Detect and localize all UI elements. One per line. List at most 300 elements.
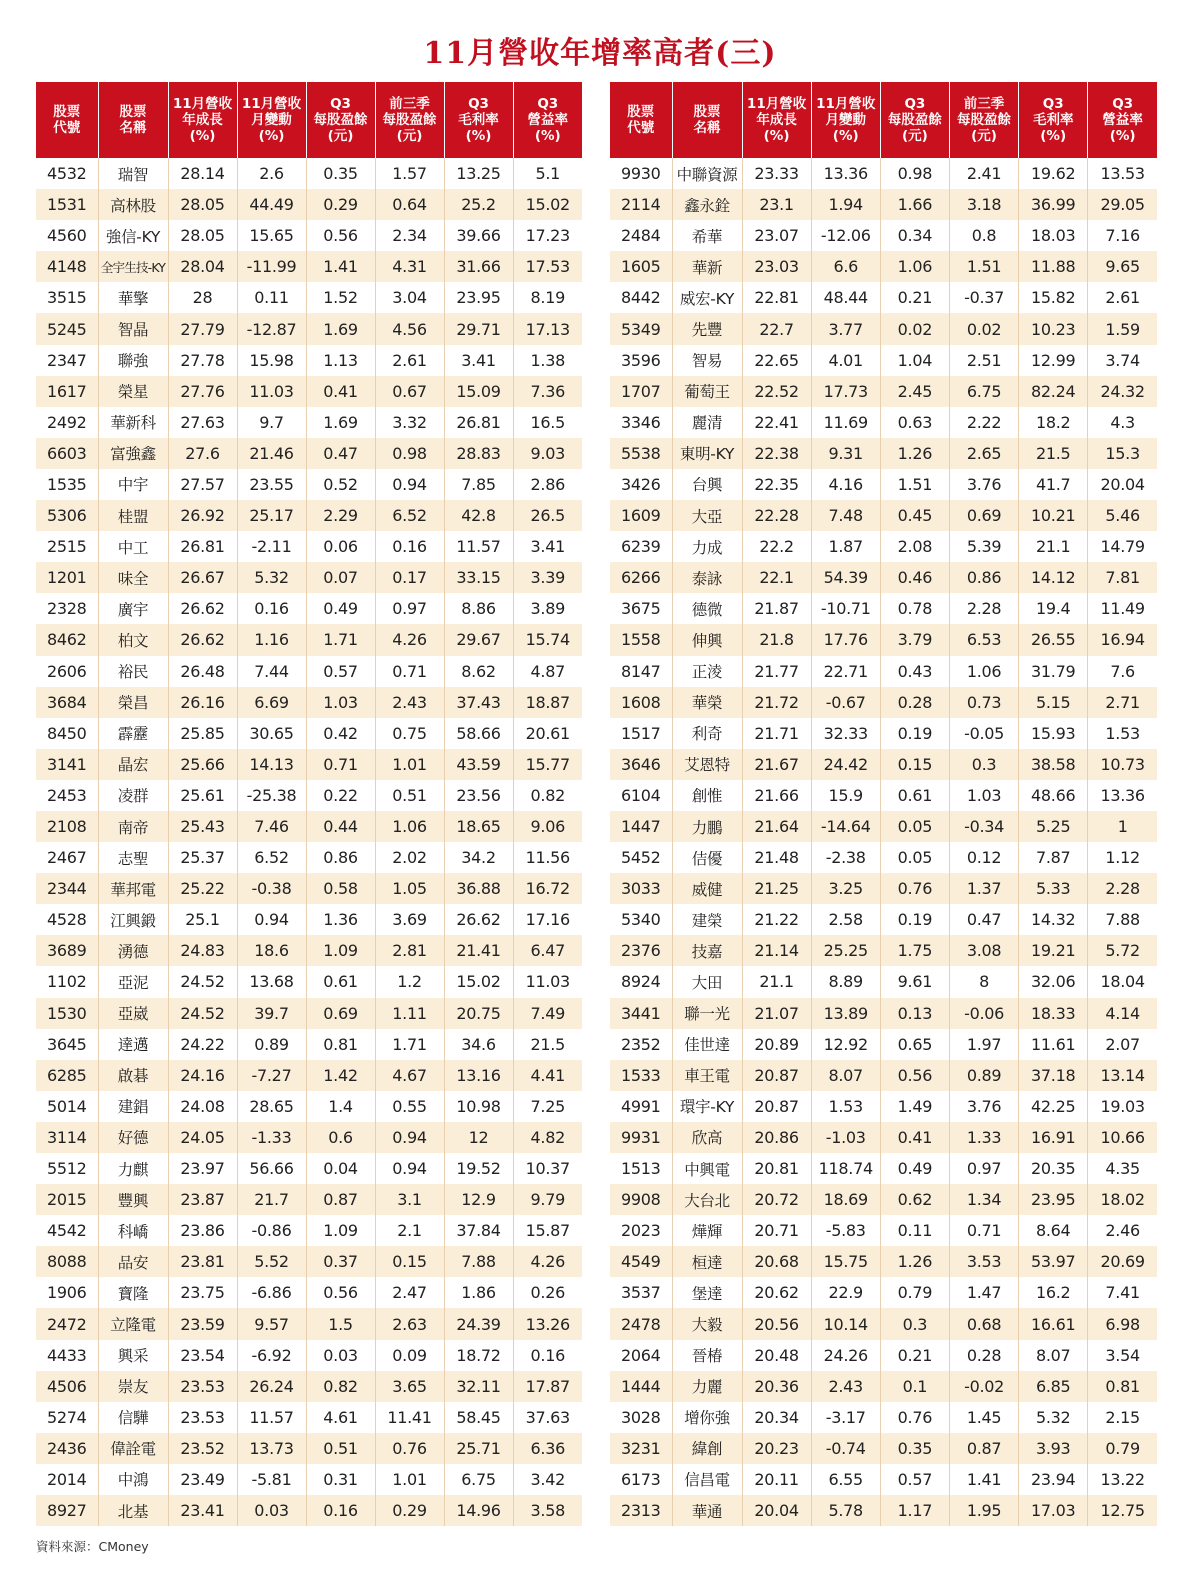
q3-eps-cell: 0.81 — [306, 1029, 375, 1060]
ytd-eps-cell: 2.61 — [375, 345, 444, 376]
header-label-line: (元) — [396, 128, 423, 144]
operating-margin-cell: 19.03 — [1088, 1091, 1157, 1122]
stock-name-cell: 榮星 — [98, 376, 168, 407]
stock-name-cell: 興采 — [98, 1340, 168, 1371]
revenue-mom-cell: 6.6 — [811, 251, 880, 282]
ytd-eps-cell: 1.34 — [949, 1184, 1018, 1215]
revenue-mom-cell: 21.46 — [237, 438, 306, 469]
revenue-yoy-cell: 25.66 — [168, 749, 237, 780]
gross-margin-cell: 29.67 — [444, 624, 513, 655]
header-label-line: 股票 — [53, 104, 81, 120]
table-row — [36, 345, 582, 376]
q3-eps-cell: 1.26 — [880, 438, 949, 469]
header-label-line: 前三季 — [963, 96, 1005, 112]
stock-code-cell: 2328 — [36, 593, 98, 624]
revenue-mom-cell: 30.65 — [237, 718, 306, 749]
operating-margin-cell: 3.54 — [1088, 1340, 1157, 1371]
stock-name-cell: 力麒 — [98, 1153, 168, 1184]
revenue-yoy-cell: 22.81 — [742, 282, 811, 313]
stock-code-cell: 2347 — [36, 345, 98, 376]
q3-eps-cell: 1.04 — [880, 345, 949, 376]
ytd-eps-cell: 2.22 — [949, 407, 1018, 438]
operating-margin-cell: 3.42 — [513, 1464, 582, 1495]
stock-code-cell: 2492 — [36, 407, 98, 438]
stock-code-cell: 8462 — [36, 624, 98, 655]
header-label-line: 11月營收 — [816, 96, 876, 112]
gross-margin-cell: 14.32 — [1019, 904, 1088, 935]
operating-margin-cell: 2.86 — [513, 469, 582, 500]
operating-margin-cell: 1.12 — [1088, 842, 1157, 873]
revenue-yoy-cell: 21.8 — [742, 624, 811, 655]
stock-code-cell: 8924 — [610, 966, 672, 997]
gross-margin-cell: 1.86 — [444, 1277, 513, 1308]
revenue-yoy-cell: 26.92 — [168, 500, 237, 531]
revenue-mom-cell: -3.17 — [811, 1402, 880, 1433]
stock-code-cell: 1531 — [36, 189, 98, 220]
stock-code-cell: 1444 — [610, 1371, 672, 1402]
table-row — [36, 500, 582, 531]
gross-margin-cell: 7.87 — [1019, 842, 1088, 873]
stock-code-cell: 2313 — [610, 1495, 672, 1526]
revenue-mom-cell: 7.48 — [811, 500, 880, 531]
stock-name-cell: 鑫永銓 — [672, 189, 742, 220]
stock-code-cell: 5340 — [610, 904, 672, 935]
ytd-eps-cell: 6.75 — [949, 376, 1018, 407]
ytd-eps-cell: 3.08 — [949, 935, 1018, 966]
header-stock-name — [98, 82, 168, 158]
revenue-mom-cell: 9.31 — [811, 438, 880, 469]
revenue-mom-cell: 22.71 — [811, 656, 880, 687]
header-label-line: 股票 — [693, 104, 721, 120]
stock-name-cell: 大田 — [672, 966, 742, 997]
q3-eps-cell: 0.35 — [880, 1433, 949, 1464]
q3-eps-cell: 0.6 — [306, 1122, 375, 1153]
stock-name-cell: 晉椿 — [672, 1340, 742, 1371]
operating-margin-cell: 15.87 — [513, 1215, 582, 1246]
stock-name-cell: 榮昌 — [98, 687, 168, 718]
revenue-mom-cell: 26.24 — [237, 1371, 306, 1402]
revenue-mom-cell: -5.83 — [811, 1215, 880, 1246]
table-row — [36, 1215, 582, 1246]
gross-margin-cell: 21.41 — [444, 935, 513, 966]
stock-code-cell: 9931 — [610, 1122, 672, 1153]
table-row — [36, 220, 582, 251]
stock-name-cell: 凌群 — [98, 780, 168, 811]
ytd-eps-cell: 2.28 — [949, 593, 1018, 624]
stock-name-cell: 伸興 — [672, 624, 742, 655]
ytd-eps-cell: 0.16 — [375, 531, 444, 562]
header-label-line: Q3 — [330, 96, 351, 112]
ytd-eps-cell: 0.94 — [375, 1153, 444, 1184]
stock-code-cell: 2023 — [610, 1215, 672, 1246]
revenue-mom-cell: 15.65 — [237, 220, 306, 251]
header-label-line: (元) — [901, 128, 928, 144]
header-q3-gross-margin — [444, 82, 513, 158]
gross-margin-cell: 23.95 — [444, 282, 513, 313]
stock-name-cell: 燁輝 — [672, 1215, 742, 1246]
table-row — [610, 1091, 1157, 1122]
revenue-mom-cell: 13.36 — [811, 158, 880, 189]
operating-margin-cell: 2.28 — [1088, 873, 1157, 904]
stock-name-cell: 緯創 — [672, 1433, 742, 1464]
gross-margin-cell: 37.43 — [444, 687, 513, 718]
table-row — [610, 1029, 1157, 1060]
stock-code-cell: 1447 — [610, 811, 672, 842]
stock-name-cell: 大毅 — [672, 1308, 742, 1339]
stock-name-cell: 智晶 — [98, 313, 168, 344]
stock-code-cell: 2606 — [36, 656, 98, 687]
revenue-yoy-cell: 20.87 — [742, 1060, 811, 1091]
header-label-line: 年成長 — [756, 112, 797, 128]
stock-name-cell: 中興電 — [672, 1153, 742, 1184]
revenue-mom-cell: 48.44 — [811, 282, 880, 313]
table-row — [610, 1215, 1157, 1246]
q3-eps-cell: 1.49 — [880, 1091, 949, 1122]
gross-margin-cell: 15.93 — [1019, 718, 1088, 749]
ytd-eps-cell: 0.09 — [375, 1340, 444, 1371]
stock-code-cell: 2472 — [36, 1308, 98, 1339]
stock-code-cell: 1535 — [36, 469, 98, 500]
revenue-yoy-cell: 23.33 — [742, 158, 811, 189]
stock-name-cell: 華邦電 — [98, 873, 168, 904]
table-row — [36, 438, 582, 469]
revenue-yoy-cell: 20.56 — [742, 1308, 811, 1339]
stock-name-cell: 智易 — [672, 345, 742, 376]
operating-margin-cell: 0.16 — [513, 1340, 582, 1371]
table-row — [610, 1464, 1157, 1495]
stock-name-cell: 力成 — [672, 531, 742, 562]
stock-name-cell: 志聖 — [98, 842, 168, 873]
q3-eps-cell: 0.56 — [306, 220, 375, 251]
revenue-mom-cell: 54.39 — [811, 562, 880, 593]
revenue-mom-cell: 15.75 — [811, 1246, 880, 1277]
stock-code-cell: 3346 — [610, 407, 672, 438]
revenue-yoy-cell: 25.61 — [168, 780, 237, 811]
revenue-mom-cell: 24.26 — [811, 1340, 880, 1371]
gross-margin-cell: 15.09 — [444, 376, 513, 407]
revenue-yoy-cell: 23.97 — [168, 1153, 237, 1184]
q3-eps-cell: 1.42 — [306, 1060, 375, 1091]
revenue-yoy-cell: 21.48 — [742, 842, 811, 873]
operating-margin-cell: 0.82 — [513, 780, 582, 811]
revenue-yoy-cell: 27.79 — [168, 313, 237, 344]
header-label-line: (元) — [971, 128, 997, 144]
gross-margin-cell: 36.99 — [1019, 189, 1088, 220]
ytd-eps-cell: 3.53 — [949, 1246, 1018, 1277]
q3-eps-cell: 0.56 — [306, 1277, 375, 1308]
stock-name-cell: 晶宏 — [98, 749, 168, 780]
stock-name-cell: 欣高 — [672, 1122, 742, 1153]
header-q3-eps — [880, 82, 949, 158]
ytd-eps-cell: 4.56 — [375, 313, 444, 344]
operating-margin-cell: 6.98 — [1088, 1308, 1157, 1339]
revenue-mom-cell: 28.65 — [237, 1091, 306, 1122]
table-row — [610, 1060, 1157, 1091]
revenue-yoy-cell: 27.78 — [168, 345, 237, 376]
table-row — [610, 469, 1157, 500]
revenue-yoy-cell: 23.53 — [168, 1371, 237, 1402]
ytd-eps-cell: 5.39 — [949, 531, 1018, 562]
stock-code-cell: 3441 — [610, 998, 672, 1029]
header-nov-revenue-yoy — [742, 82, 811, 158]
gross-margin-cell: 34.6 — [444, 1029, 513, 1060]
header-q3-gross-margin — [1019, 82, 1088, 158]
q3-eps-cell: 0.19 — [880, 718, 949, 749]
q3-eps-cell: 1.36 — [306, 904, 375, 935]
stock-name-cell: 高林股 — [98, 189, 168, 220]
header-label-line: 代號 — [627, 120, 655, 136]
header-nov-revenue-yoy — [168, 82, 237, 158]
operating-margin-cell: 10.73 — [1088, 749, 1157, 780]
ytd-eps-cell: -0.37 — [949, 282, 1018, 313]
revenue-mom-cell: 18.6 — [237, 935, 306, 966]
revenue-yoy-cell: 26.62 — [168, 624, 237, 655]
q3-eps-cell: 0.86 — [306, 842, 375, 873]
header-label-line: 11月營收 — [172, 96, 233, 112]
revenue-mom-cell: 1.94 — [811, 189, 880, 220]
revenue-yoy-cell: 27.76 — [168, 376, 237, 407]
revenue-yoy-cell: 23.53 — [168, 1402, 237, 1433]
revenue-yoy-cell: 23.41 — [168, 1495, 237, 1526]
q3-eps-cell: 0.28 — [880, 687, 949, 718]
revenue-mom-cell: 3.25 — [811, 873, 880, 904]
gross-margin-cell: 8.64 — [1019, 1215, 1088, 1246]
ytd-eps-cell: 3.18 — [949, 189, 1018, 220]
q3-eps-cell: 1.41 — [306, 251, 375, 282]
revenue-mom-cell: 44.49 — [237, 189, 306, 220]
page-title: 11月營收年增率高者(三) — [423, 36, 777, 71]
stock-code-cell: 3426 — [610, 469, 672, 500]
header-q3-operating-margin — [1088, 82, 1157, 158]
stock-name-cell: 寶隆 — [98, 1277, 168, 1308]
header-label-line: 每股盈餘 — [313, 112, 368, 128]
stock-name-cell: 全宇生技-KY — [98, 251, 168, 282]
table-row — [610, 873, 1157, 904]
ytd-eps-cell: 4.26 — [375, 624, 444, 655]
q3-eps-cell: 0.02 — [880, 313, 949, 344]
revenue-yoy-cell: 20.89 — [742, 1029, 811, 1060]
table-row — [36, 282, 582, 313]
gross-margin-cell: 8.07 — [1019, 1340, 1088, 1371]
stock-code-cell: 4549 — [610, 1246, 672, 1277]
q3-eps-cell: 0.57 — [306, 656, 375, 687]
header-label-line: 代號 — [53, 120, 81, 136]
gross-margin-cell: 21.5 — [1019, 438, 1088, 469]
stock-name-cell: 江興鍛 — [98, 904, 168, 935]
ytd-eps-cell: 0.28 — [949, 1340, 1018, 1371]
revenue-yoy-cell: 23.75 — [168, 1277, 237, 1308]
q3-eps-cell: 0.11 — [880, 1215, 949, 1246]
right-table-panel — [610, 82, 1157, 1526]
gross-margin-cell: 28.83 — [444, 438, 513, 469]
gross-margin-cell: 58.66 — [444, 718, 513, 749]
ytd-eps-cell: 0.89 — [949, 1060, 1018, 1091]
revenue-mom-cell: 8.89 — [811, 966, 880, 997]
revenue-yoy-cell: 20.48 — [742, 1340, 811, 1371]
stock-code-cell: 1608 — [610, 687, 672, 718]
operating-margin-cell: 7.25 — [513, 1091, 582, 1122]
stock-code-cell: 1533 — [610, 1060, 672, 1091]
revenue-yoy-cell: 21.07 — [742, 998, 811, 1029]
table-row — [610, 780, 1157, 811]
revenue-yoy-cell: 22.7 — [742, 313, 811, 344]
table-row — [610, 811, 1157, 842]
ytd-eps-cell: 1.01 — [375, 749, 444, 780]
revenue-yoy-cell: 22.52 — [742, 376, 811, 407]
table-row — [610, 1308, 1157, 1339]
stock-code-cell: 2014 — [36, 1464, 98, 1495]
operating-margin-cell: 24.32 — [1088, 376, 1157, 407]
q3-eps-cell: 0.07 — [306, 562, 375, 593]
operating-margin-cell: 17.87 — [513, 1371, 582, 1402]
q3-eps-cell: 0.61 — [880, 780, 949, 811]
q3-eps-cell: 0.19 — [880, 904, 949, 935]
ytd-eps-cell: 0.12 — [949, 842, 1018, 873]
stock-name-cell: 啟碁 — [98, 1060, 168, 1091]
ytd-eps-cell: 2.51 — [949, 345, 1018, 376]
header-label-line: (%) — [763, 128, 790, 144]
ytd-eps-cell: 0.97 — [375, 593, 444, 624]
q3-eps-cell: 0.44 — [306, 811, 375, 842]
operating-margin-cell: 20.69 — [1088, 1246, 1157, 1277]
header-label-line: Q3 — [468, 96, 489, 112]
stock-name-cell: 中工 — [98, 531, 168, 562]
revenue-mom-cell: -0.86 — [237, 1215, 306, 1246]
ytd-eps-cell: 0.02 — [949, 313, 1018, 344]
operating-margin-cell: 17.13 — [513, 313, 582, 344]
ytd-eps-cell: 1.06 — [949, 656, 1018, 687]
table-row — [610, 593, 1157, 624]
table-row — [610, 687, 1157, 718]
operating-margin-cell: 2.46 — [1088, 1215, 1157, 1246]
table-row — [610, 313, 1157, 344]
revenue-yoy-cell: 26.62 — [168, 593, 237, 624]
revenue-mom-cell: -6.92 — [237, 1340, 306, 1371]
q3-eps-cell: 3.79 — [880, 624, 949, 655]
operating-margin-cell: 13.36 — [1088, 780, 1157, 811]
table-row — [610, 998, 1157, 1029]
ytd-eps-cell: 1.51 — [949, 251, 1018, 282]
ytd-eps-cell: 0.29 — [375, 1495, 444, 1526]
table-row — [36, 1308, 582, 1339]
q3-eps-cell: 0.49 — [306, 593, 375, 624]
stock-name-cell: 中聯資源 — [672, 158, 742, 189]
stock-code-cell: 1513 — [610, 1153, 672, 1184]
q3-eps-cell: 1.26 — [880, 1246, 949, 1277]
gross-margin-cell: 18.65 — [444, 811, 513, 842]
left-table-body — [36, 158, 582, 1526]
stock-name-cell: 中宇 — [98, 469, 168, 500]
revenue-mom-cell: -0.74 — [811, 1433, 880, 1464]
operating-margin-cell: 37.63 — [513, 1402, 582, 1433]
ytd-eps-cell: 0.71 — [375, 656, 444, 687]
header-label-line: Q3 — [1112, 96, 1134, 112]
revenue-mom-cell: 6.52 — [237, 842, 306, 873]
stock-code-cell: 1517 — [610, 718, 672, 749]
table-row — [610, 904, 1157, 935]
ytd-eps-cell: 0.51 — [375, 780, 444, 811]
table-row — [36, 531, 582, 562]
revenue-mom-cell: 13.89 — [811, 998, 880, 1029]
stock-code-cell: 6173 — [610, 1464, 672, 1495]
stock-code-cell: 8442 — [610, 282, 672, 313]
stock-name-cell: 力鵬 — [672, 811, 742, 842]
gross-margin-cell: 26.81 — [444, 407, 513, 438]
stock-name-cell: 麗清 — [672, 407, 742, 438]
header-label-line: 每股盈餘 — [382, 112, 437, 128]
operating-margin-cell: 21.5 — [513, 1029, 582, 1060]
q3-eps-cell: 1.09 — [306, 1215, 375, 1246]
stock-code-cell: 2453 — [36, 780, 98, 811]
revenue-mom-cell: 25.17 — [237, 500, 306, 531]
table-row — [610, 1402, 1157, 1433]
operating-margin-cell: 4.41 — [513, 1060, 582, 1091]
stock-name-cell: 廣宇 — [98, 593, 168, 624]
revenue-mom-cell: -0.38 — [237, 873, 306, 904]
q3-eps-cell: 0.57 — [880, 1464, 949, 1495]
revenue-mom-cell: -2.38 — [811, 842, 880, 873]
ytd-eps-cell: 0.97 — [949, 1153, 1018, 1184]
table-row — [610, 1184, 1157, 1215]
revenue-yoy-cell: 21.64 — [742, 811, 811, 842]
gross-margin-cell: 10.23 — [1019, 313, 1088, 344]
operating-margin-cell: 9.65 — [1088, 251, 1157, 282]
stock-name-cell: 柏文 — [98, 624, 168, 655]
revenue-yoy-cell: 20.23 — [742, 1433, 811, 1464]
revenue-yoy-cell: 21.25 — [742, 873, 811, 904]
revenue-yoy-cell: 24.16 — [168, 1060, 237, 1091]
ytd-eps-cell: 2.63 — [375, 1308, 444, 1339]
stock-code-cell: 6603 — [36, 438, 98, 469]
q3-eps-cell: 1.03 — [306, 687, 375, 718]
gross-margin-cell: 32.06 — [1019, 966, 1088, 997]
stock-name-cell: 強信-KY — [98, 220, 168, 251]
ytd-eps-cell: 0.67 — [375, 376, 444, 407]
q3-eps-cell: 0.79 — [880, 1277, 949, 1308]
header-q3-eps — [306, 82, 375, 158]
q3-eps-cell: 0.16 — [306, 1495, 375, 1526]
gross-margin-cell: 10.98 — [444, 1091, 513, 1122]
revenue-mom-cell: 5.32 — [237, 562, 306, 593]
table-row — [36, 1464, 582, 1495]
gross-margin-cell: 15.82 — [1019, 282, 1088, 313]
revenue-mom-cell: 14.13 — [237, 749, 306, 780]
operating-margin-cell: 7.49 — [513, 998, 582, 1029]
q3-eps-cell: 0.22 — [306, 780, 375, 811]
ytd-eps-cell: 0.75 — [375, 718, 444, 749]
gross-margin-cell: 15.02 — [444, 966, 513, 997]
operating-margin-cell: 7.16 — [1088, 220, 1157, 251]
revenue-yoy-cell: 28 — [168, 282, 237, 313]
operating-margin-cell: 10.66 — [1088, 1122, 1157, 1153]
table-row — [610, 842, 1157, 873]
stock-name-cell: 南帝 — [98, 811, 168, 842]
revenue-yoy-cell: 25.85 — [168, 718, 237, 749]
table-row — [36, 998, 582, 1029]
revenue-yoy-cell: 21.66 — [742, 780, 811, 811]
revenue-yoy-cell: 23.59 — [168, 1308, 237, 1339]
header-label-line: 月變動 — [251, 112, 292, 128]
header-label-line: 營益率 — [1102, 112, 1143, 128]
table-row — [36, 1495, 582, 1526]
revenue-yoy-cell: 27.57 — [168, 469, 237, 500]
stock-name-cell: 增你強 — [672, 1402, 742, 1433]
revenue-mom-cell: -7.27 — [237, 1060, 306, 1091]
operating-margin-cell: 3.58 — [513, 1495, 582, 1526]
stock-code-cell: 2108 — [36, 811, 98, 842]
ytd-eps-cell: 6.52 — [375, 500, 444, 531]
table-row — [610, 1153, 1157, 1184]
